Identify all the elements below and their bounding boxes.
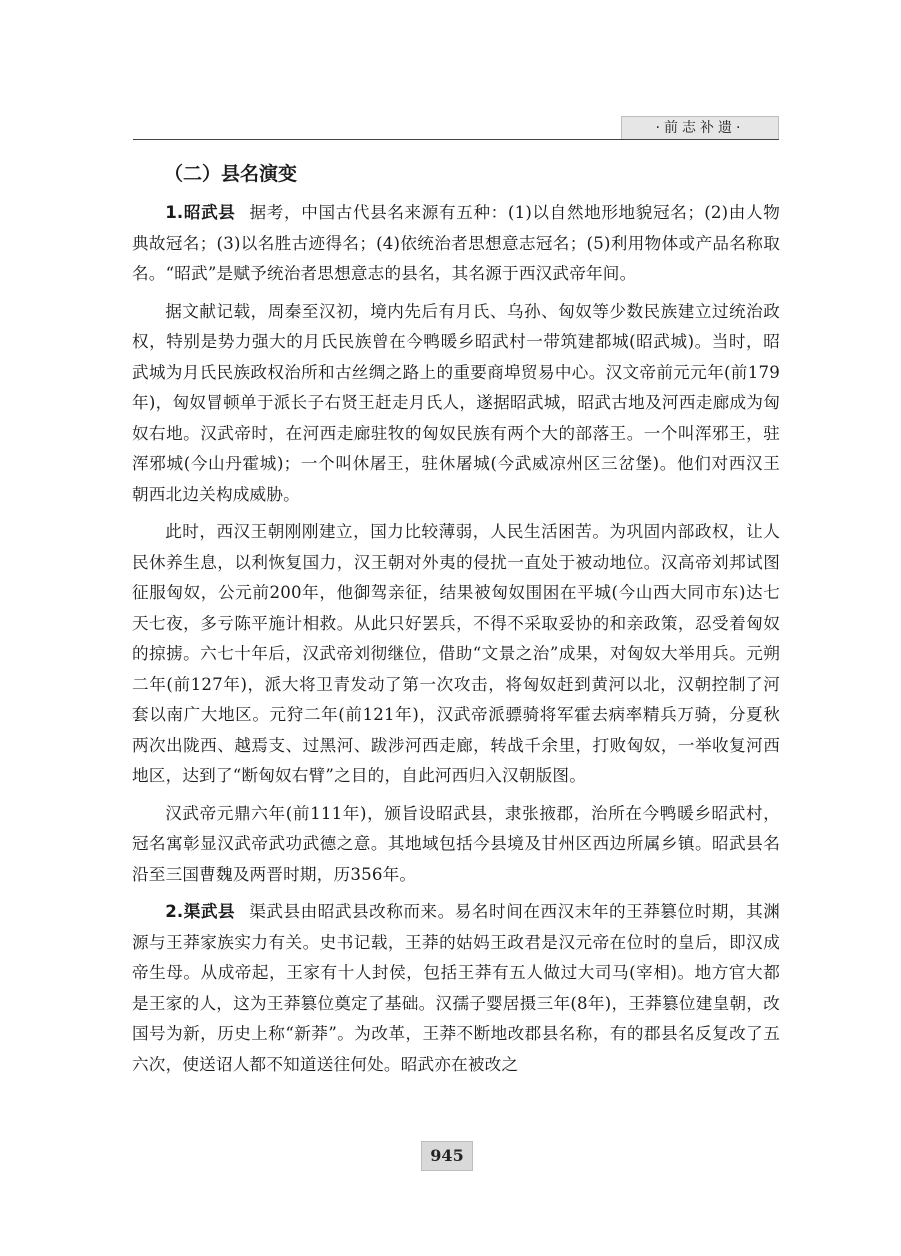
paragraph-history xyxy=(132,297,780,511)
paragraph-han-campaigns xyxy=(132,517,780,792)
header-divider xyxy=(133,139,779,140)
paragraph-text: 汉武帝元鼎六年(前111年)，颁旨设昭武县，隶张掖郡，治所在今鸭暖乡昭武村，冠名寓彰显汉武帝武功武德之意。其地域包括今县境及甘州区西边所属乡镇。昭武县名沿至三国曹魏及两晋时期，历356年。 xyxy=(132,803,780,884)
paragraph-lead: 2.渠武县 xyxy=(165,902,236,921)
paragraph-text: 渠武县由昭武县改称而来。易名时间在西汉末年的王莽篡位时期，其渊源与王莽家族实力有关。史书记载，王莽的姑妈王政君是汉元帝在位时的皇后，即汉成帝生母。从成帝起，王家有十人封侯，包括王莽有五人做过大司马(宰相)。地方官大都是王家的人，这为王莽篡位奠定了基础。汉孺子婴居摄三年(8年)，王莽篡位建皇朝，改国号为新，历史上称“新莽”。为改革，王莽不断地改郡县名称，有的郡县名反复改了五六次，使送诏人都不知道送往何处。昭武亦在被改之 xyxy=(132,902,780,1074)
paragraph-county-establishment xyxy=(132,799,780,891)
paragraph-text: 据文献记载，周秦至汉初，境内先后有月氏、乌孙、匈奴等少数民族建立过统治政权，特别是势力强大的月氏民族曾在今鸭暖乡昭武村一带筑建都城(昭武城)。当时，昭武城为月氏民族政权治所和古丝绸之路上的重要商埠贸易中心。汉文帝前元元年(前179年)，匈奴冒顿单于派长子右贤王赶走月氏人，遂据昭武城，昭武古地及河西走廊成为匈奴右地。汉武帝时，在河西走廊驻牧的匈奴民族有两个大的部落王。一个叫浑邪王，驻浑邪城(今山丹霍城)；一个叫休屠王，驻休屠城(今武威凉州区三岔堡)。他们对西汉王朝西北边关构成威胁。 xyxy=(132,301,780,504)
page-content xyxy=(132,160,780,1087)
chapter-header-tag: ·前志补遗· xyxy=(621,116,779,139)
paragraph-lead: 1.昭武县 xyxy=(165,203,236,222)
paragraph-text: 据考，中国古代县名来源有五种：(1)以自然地形地貌冠名；(2)由人物典故冠名；(3)以名胜古迹得名；(4)依统治者思想意志冠名；(5)利用物体或产品名称取名。“昭武”是赋予统治者思想意志的县名，其名源于西汉武帝年间。 xyxy=(132,203,780,283)
section-title: （二）县名演变 xyxy=(164,163,298,185)
page-number: 945 xyxy=(421,1141,473,1171)
paragraph-text: 此时，西汉王朝刚刚建立，国力比较薄弱，人民生活困苦。为巩固内部政权，让人民休养生息，以利恢复国力，汉王朝对外夷的侵扰一直处于被动地位。汉高帝刘邦试图征服匈奴，公元前200年，他御驾亲征，结果被匈奴围困在平城(今山西大同市东)达七天七夜，多亏陈平施计相救。从此只好罢兵，不得不采取妥协的和亲政策，忍受着匈奴的掠掳。六七十年后，汉武帝刘彻继位，借助“文景之治”成果，对匈奴大举用兵。元朔二年(前127年)，派大将卫青发动了第一次攻击，将匈奴赶到黄河以北，汉朝控制了河套以南广大地区。元狩二年(前121年)，汉武帝派骠骑将军霍去病率精兵万骑，分夏秋两次出陇西、越焉支、过黑河、跋涉河西走廊，转战千余里，打败匈奴，一举收复河西地区，达到了“断匈奴右臂”之目的，自此河西归入汉朝版图。 xyxy=(132,522,780,785)
paragraph-zhaowu xyxy=(132,198,780,290)
paragraph-quwu xyxy=(132,897,780,1080)
